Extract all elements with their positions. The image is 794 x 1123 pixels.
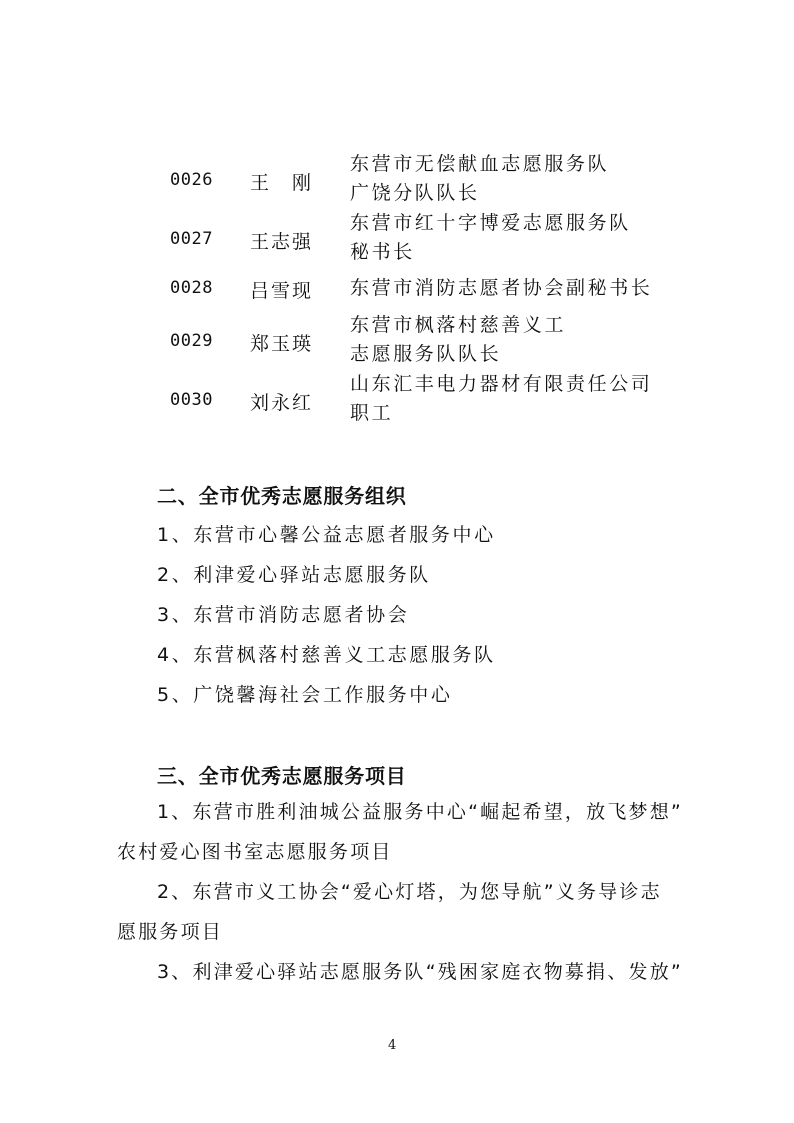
member-name: 吕雪现 <box>250 280 314 302</box>
member-desc <box>350 274 652 303</box>
project-line: 1、东营市胜利油城公益服务中心“崛起希望，放飞梦想” <box>157 801 683 823</box>
member-desc-line: 广饶分队队长 <box>350 182 480 204</box>
list-item: 5、广饶馨海社会工作服务中心 <box>157 684 453 706</box>
member-desc-line: 东营市枫落村慈善义工 <box>350 314 567 336</box>
list-item: 3、东营市消防志愿者协会 <box>157 604 410 626</box>
project-line: 愿服务项目 <box>117 921 224 943</box>
project-item <box>117 952 697 992</box>
list-item: 4、东营枫落村慈善义工志愿服务队 <box>157 644 496 666</box>
member-desc-line: 东营市无偿献血志愿服务队 <box>350 153 610 175</box>
project-line: 3、利津爱心驿站志愿服务队“残困家庭衣物募捐、发放” <box>157 961 683 983</box>
member-code: 0029 <box>170 331 213 351</box>
member-name: 刘永红 <box>250 392 314 414</box>
member-desc <box>350 209 631 267</box>
project-line: 农村爱心图书室志愿服务项目 <box>117 841 393 863</box>
member-name: 郑玉瑛 <box>250 333 314 355</box>
project-line: 2、东营市义工协会“爱心灯塔，为您导航”义务导诊志 <box>157 881 662 903</box>
member-name: 王志强 <box>250 231 314 253</box>
list-item: 1、东营市心馨公益志愿者服务中心 <box>157 524 496 546</box>
member-desc-line: 山东汇丰电力器材有限责任公司 <box>350 373 653 395</box>
list-item: 2、利津爱心驿站志愿服务队 <box>157 564 431 586</box>
member-desc-line: 东营市消防志愿者协会副秘书长 <box>350 277 653 299</box>
member-code: 0028 <box>170 278 213 298</box>
member-desc <box>350 150 609 208</box>
member-code: 0026 <box>170 170 213 190</box>
member-desc-line: 志愿服务队队长 <box>350 343 502 365</box>
member-desc <box>350 370 652 428</box>
project-item <box>117 872 697 952</box>
member-name: 王 刚 <box>250 172 314 194</box>
section-heading: 三、全市优秀志愿服务项目 <box>157 764 407 788</box>
member-desc <box>350 311 566 369</box>
page-number: 4 <box>388 1038 397 1053</box>
member-code: 0030 <box>170 390 213 410</box>
project-item <box>117 792 697 872</box>
member-code: 0027 <box>170 229 213 249</box>
section-heading: 二、全市优秀志愿服务组织 <box>157 484 407 508</box>
member-desc-line: 东营市红十字博爱志愿服务队 <box>350 212 631 234</box>
member-desc-line: 职工 <box>350 402 394 424</box>
member-desc-line: 秘书长 <box>350 241 415 263</box>
